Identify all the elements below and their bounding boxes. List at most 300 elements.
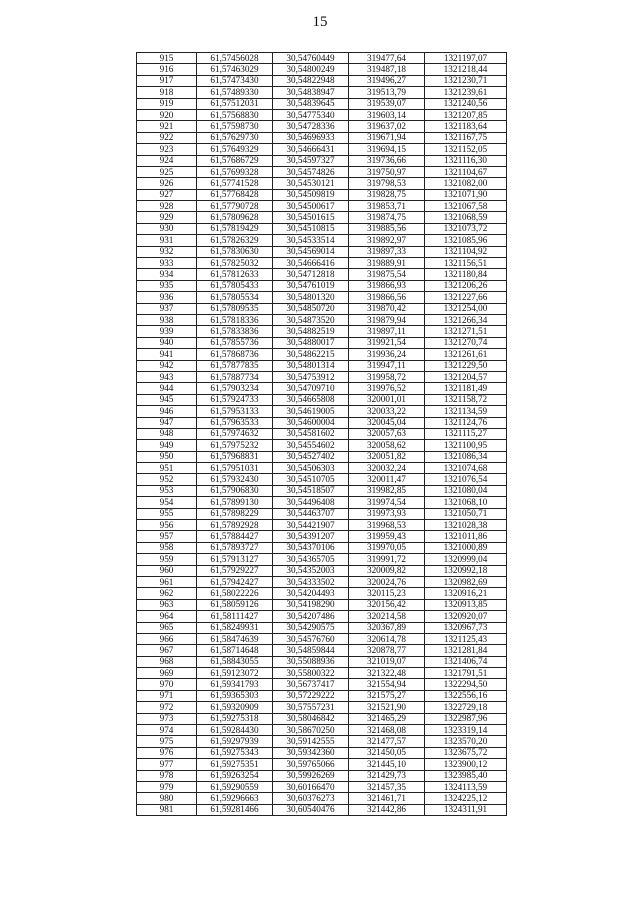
- y-coordinate-cell: 1321181,49: [425, 383, 507, 394]
- x-coordinate-cell: 319866,93: [349, 280, 425, 291]
- table-row: [137, 303, 507, 314]
- longitude-cell: 30,54370106: [273, 542, 349, 553]
- table-row: [137, 485, 507, 496]
- point-number-cell: 961: [137, 576, 197, 587]
- longitude-cell: 30,57229222: [273, 690, 349, 701]
- point-number-cell: 955: [137, 508, 197, 519]
- point-number-cell: 967: [137, 645, 197, 656]
- y-coordinate-cell: 1321204,57: [425, 371, 507, 382]
- x-coordinate-cell: 320057,63: [349, 428, 425, 439]
- longitude-cell: 30,59142555: [273, 736, 349, 747]
- x-coordinate-cell: 319959,43: [349, 531, 425, 542]
- longitude-cell: 30,54712818: [273, 269, 349, 280]
- longitude-cell: 30,54581602: [273, 428, 349, 439]
- table-row: [137, 53, 507, 64]
- point-number-cell: 953: [137, 485, 197, 496]
- y-coordinate-cell: 1322556,16: [425, 690, 507, 701]
- x-coordinate-cell: 321445,10: [349, 759, 425, 770]
- table-row: [137, 679, 507, 690]
- x-coordinate-cell: 319970,05: [349, 542, 425, 553]
- point-number-cell: 963: [137, 599, 197, 610]
- point-number-cell: 966: [137, 633, 197, 644]
- y-coordinate-cell: 1321239,61: [425, 87, 507, 98]
- point-number-cell: 924: [137, 155, 197, 166]
- table-row: [137, 565, 507, 576]
- x-coordinate-cell: 319897,11: [349, 326, 425, 337]
- x-coordinate-cell: 319496,27: [349, 75, 425, 86]
- table-row: [137, 292, 507, 303]
- longitude-cell: 30,54574826: [273, 166, 349, 177]
- point-number-cell: 926: [137, 178, 197, 189]
- latitude-cell: 61,58022226: [197, 588, 273, 599]
- point-number-cell: 937: [137, 303, 197, 314]
- y-coordinate-cell: 1321073,72: [425, 223, 507, 234]
- y-coordinate-cell: 1321207,85: [425, 109, 507, 120]
- longitude-cell: 30,54850720: [273, 303, 349, 314]
- latitude-cell: 61,58714648: [197, 645, 273, 656]
- x-coordinate-cell: 321468,08: [349, 725, 425, 736]
- point-number-cell: 980: [137, 793, 197, 804]
- x-coordinate-cell: 319870,42: [349, 303, 425, 314]
- point-number-cell: 975: [137, 736, 197, 747]
- point-number-cell: 960: [137, 565, 197, 576]
- table-row: [137, 782, 507, 793]
- y-coordinate-cell: 1323675,72: [425, 747, 507, 758]
- x-coordinate-cell: 319798,53: [349, 178, 425, 189]
- x-coordinate-cell: 319885,56: [349, 223, 425, 234]
- longitude-cell: 30,54391207: [273, 531, 349, 542]
- longitude-cell: 30,54198290: [273, 599, 349, 610]
- table-row: [137, 212, 507, 223]
- longitude-cell: 30,54862215: [273, 349, 349, 360]
- longitude-cell: 30,57557231: [273, 702, 349, 713]
- y-coordinate-cell: 1323319,14: [425, 725, 507, 736]
- table-row: [137, 713, 507, 724]
- point-number-cell: 945: [137, 394, 197, 405]
- x-coordinate-cell: 320115,23: [349, 588, 425, 599]
- longitude-cell: 30,54666416: [273, 258, 349, 269]
- x-coordinate-cell: 321461,71: [349, 793, 425, 804]
- longitude-cell: 30,54290575: [273, 622, 349, 633]
- table-row: [137, 121, 507, 132]
- point-number-cell: 949: [137, 440, 197, 451]
- point-number-cell: 978: [137, 770, 197, 781]
- table-row: [137, 463, 507, 474]
- x-coordinate-cell: 320878,77: [349, 645, 425, 656]
- latitude-cell: 61,57899130: [197, 497, 273, 508]
- point-number-cell: 970: [137, 679, 197, 690]
- y-coordinate-cell: 1321050,71: [425, 508, 507, 519]
- table-row: [137, 109, 507, 120]
- table-row: [137, 178, 507, 189]
- longitude-cell: 30,54576760: [273, 633, 349, 644]
- y-coordinate-cell: 1321240,56: [425, 98, 507, 109]
- latitude-cell: 61,59275351: [197, 759, 273, 770]
- y-coordinate-cell: 1321227,66: [425, 292, 507, 303]
- y-coordinate-cell: 1321104,67: [425, 166, 507, 177]
- y-coordinate-cell: 1320916,21: [425, 588, 507, 599]
- table-row: [137, 520, 507, 531]
- table-row: [137, 314, 507, 325]
- latitude-cell: 61,57805534: [197, 292, 273, 303]
- y-coordinate-cell: 1321229,50: [425, 360, 507, 371]
- table-row: [137, 497, 507, 508]
- point-number-cell: 974: [137, 725, 197, 736]
- x-coordinate-cell: 319637,02: [349, 121, 425, 132]
- x-coordinate-cell: 319603,14: [349, 109, 425, 120]
- x-coordinate-cell: 321450,05: [349, 747, 425, 758]
- y-coordinate-cell: 1321270,74: [425, 337, 507, 348]
- latitude-cell: 61,57855736: [197, 337, 273, 348]
- point-number-cell: 927: [137, 189, 197, 200]
- latitude-cell: 61,57830630: [197, 246, 273, 257]
- latitude-cell: 61,57953133: [197, 406, 273, 417]
- x-coordinate-cell: 319936,24: [349, 349, 425, 360]
- point-number-cell: 939: [137, 326, 197, 337]
- table-row: [137, 201, 507, 212]
- longitude-cell: 30,54665808: [273, 394, 349, 405]
- latitude-cell: 61,57884427: [197, 531, 273, 542]
- point-number-cell: 972: [137, 702, 197, 713]
- table-row: [137, 144, 507, 155]
- latitude-cell: 61,59320909: [197, 702, 273, 713]
- latitude-cell: 61,57629730: [197, 132, 273, 143]
- x-coordinate-cell: 319921,54: [349, 337, 425, 348]
- y-coordinate-cell: 1321082,00: [425, 178, 507, 189]
- latitude-cell: 61,59281466: [197, 804, 273, 815]
- longitude-cell: 30,54760449: [273, 53, 349, 64]
- longitude-cell: 30,59765066: [273, 759, 349, 770]
- longitude-cell: 30,54880017: [273, 337, 349, 348]
- latitude-cell: 61,59284430: [197, 725, 273, 736]
- longitude-cell: 30,55800322: [273, 668, 349, 679]
- y-coordinate-cell: 1320967,73: [425, 622, 507, 633]
- y-coordinate-cell: 1321218,44: [425, 64, 507, 75]
- y-coordinate-cell: 1323570,20: [425, 736, 507, 747]
- page-number: 15: [312, 14, 328, 30]
- x-coordinate-cell: 321442,86: [349, 804, 425, 815]
- longitude-cell: 30,54839645: [273, 98, 349, 109]
- x-coordinate-cell: 321521,90: [349, 702, 425, 713]
- table-row: [137, 337, 507, 348]
- point-number-cell: 948: [137, 428, 197, 439]
- longitude-cell: 30,54696933: [273, 132, 349, 143]
- table-row: [137, 223, 507, 234]
- x-coordinate-cell: 320032,24: [349, 463, 425, 474]
- y-coordinate-cell: 1321206,26: [425, 280, 507, 291]
- latitude-cell: 61,57892928: [197, 520, 273, 531]
- point-number-cell: 947: [137, 417, 197, 428]
- point-number-cell: 941: [137, 349, 197, 360]
- point-number-cell: 933: [137, 258, 197, 269]
- latitude-cell: 61,57489330: [197, 87, 273, 98]
- x-coordinate-cell: 320614,78: [349, 633, 425, 644]
- longitude-cell: 30,60376273: [273, 793, 349, 804]
- table-row: [137, 371, 507, 382]
- table-row: [137, 326, 507, 337]
- table-row: [137, 576, 507, 587]
- y-coordinate-cell: 1321266,34: [425, 314, 507, 325]
- longitude-cell: 30,54510705: [273, 474, 349, 485]
- x-coordinate-cell: 320367,89: [349, 622, 425, 633]
- latitude-cell: 61,57456028: [197, 53, 273, 64]
- longitude-cell: 30,54510815: [273, 223, 349, 234]
- point-number-cell: 931: [137, 235, 197, 246]
- longitude-cell: 30,54463707: [273, 508, 349, 519]
- table-row: [137, 770, 507, 781]
- table-row: [137, 747, 507, 758]
- x-coordinate-cell: 320001,01: [349, 394, 425, 405]
- longitude-cell: 30,54666431: [273, 144, 349, 155]
- y-coordinate-cell: 1321791,51: [425, 668, 507, 679]
- table-row: [137, 394, 507, 405]
- table-row: [137, 645, 507, 656]
- x-coordinate-cell: 321322,48: [349, 668, 425, 679]
- point-number-cell: 971: [137, 690, 197, 701]
- table-row: [137, 132, 507, 143]
- latitude-cell: 61,59123072: [197, 668, 273, 679]
- y-coordinate-cell: 1321080,04: [425, 485, 507, 496]
- y-coordinate-cell: 1322729,18: [425, 702, 507, 713]
- x-coordinate-cell: 321019,07: [349, 656, 425, 667]
- latitude-cell: 61,57975232: [197, 440, 273, 451]
- latitude-cell: 61,57686729: [197, 155, 273, 166]
- table-row: [137, 474, 507, 485]
- x-coordinate-cell: 320051,82: [349, 451, 425, 462]
- point-number-cell: 944: [137, 383, 197, 394]
- latitude-cell: 61,59275343: [197, 747, 273, 758]
- y-coordinate-cell: 1320920,07: [425, 611, 507, 622]
- y-coordinate-cell: 1321156,51: [425, 258, 507, 269]
- y-coordinate-cell: 1321074,68: [425, 463, 507, 474]
- point-number-cell: 962: [137, 588, 197, 599]
- latitude-cell: 61,57833836: [197, 326, 273, 337]
- longitude-cell: 30,54533514: [273, 235, 349, 246]
- latitude-cell: 61,58111427: [197, 611, 273, 622]
- latitude-cell: 61,57924733: [197, 394, 273, 405]
- latitude-cell: 61,59297939: [197, 736, 273, 747]
- table-row: [137, 269, 507, 280]
- y-coordinate-cell: 1321125,43: [425, 633, 507, 644]
- x-coordinate-cell: 319982,85: [349, 485, 425, 496]
- table-row: [137, 588, 507, 599]
- point-number-cell: 929: [137, 212, 197, 223]
- x-coordinate-cell: 319828,75: [349, 189, 425, 200]
- table-row: [137, 736, 507, 747]
- x-coordinate-cell: 321575,27: [349, 690, 425, 701]
- longitude-cell: 30,54527402: [273, 451, 349, 462]
- longitude-cell: 30,55088936: [273, 656, 349, 667]
- y-coordinate-cell: 1320982,69: [425, 576, 507, 587]
- x-coordinate-cell: 319892,97: [349, 235, 425, 246]
- y-coordinate-cell: 1321158,72: [425, 394, 507, 405]
- point-number-cell: 942: [137, 360, 197, 371]
- longitude-cell: 30,54554602: [273, 440, 349, 451]
- latitude-cell: 61,57877835: [197, 360, 273, 371]
- table-row: [137, 725, 507, 736]
- longitude-cell: 30,54619005: [273, 406, 349, 417]
- x-coordinate-cell: 319958,72: [349, 371, 425, 382]
- table-row: [137, 246, 507, 257]
- y-coordinate-cell: 1321071,90: [425, 189, 507, 200]
- x-coordinate-cell: 319750,97: [349, 166, 425, 177]
- y-coordinate-cell: 1320992,18: [425, 565, 507, 576]
- point-number-cell: 968: [137, 656, 197, 667]
- table-row: [137, 622, 507, 633]
- table-row: [137, 668, 507, 679]
- point-number-cell: 935: [137, 280, 197, 291]
- x-coordinate-cell: 320024,76: [349, 576, 425, 587]
- latitude-cell: 61,57741528: [197, 178, 273, 189]
- point-number-cell: 946: [137, 406, 197, 417]
- x-coordinate-cell: 319539,07: [349, 98, 425, 109]
- y-coordinate-cell: 1324113,59: [425, 782, 507, 793]
- point-number-cell: 965: [137, 622, 197, 633]
- latitude-cell: 61,57463029: [197, 64, 273, 75]
- point-number-cell: 936: [137, 292, 197, 303]
- x-coordinate-cell: 320045,04: [349, 417, 425, 428]
- latitude-cell: 61,57812633: [197, 269, 273, 280]
- point-number-cell: 969: [137, 668, 197, 679]
- longitude-cell: 30,54569014: [273, 246, 349, 257]
- table-row: [137, 554, 507, 565]
- y-coordinate-cell: 1321076,54: [425, 474, 507, 485]
- point-number-cell: 915: [137, 53, 197, 64]
- longitude-cell: 30,54873520: [273, 314, 349, 325]
- longitude-cell: 30,54421907: [273, 520, 349, 531]
- y-coordinate-cell: 1321000,89: [425, 542, 507, 553]
- point-number-cell: 940: [137, 337, 197, 348]
- x-coordinate-cell: 321465,29: [349, 713, 425, 724]
- table-row: [137, 406, 507, 417]
- longitude-cell: 30,54501615: [273, 212, 349, 223]
- longitude-cell: 30,54530121: [273, 178, 349, 189]
- x-coordinate-cell: 320033,22: [349, 406, 425, 417]
- point-number-cell: 973: [137, 713, 197, 724]
- y-coordinate-cell: 1321116,30: [425, 155, 507, 166]
- y-coordinate-cell: 1323985,40: [425, 770, 507, 781]
- table-row: [137, 417, 507, 428]
- y-coordinate-cell: 1321085,96: [425, 235, 507, 246]
- y-coordinate-cell: 1321180,84: [425, 269, 507, 280]
- longitude-cell: 30,60540476: [273, 804, 349, 815]
- latitude-cell: 61,57512031: [197, 98, 273, 109]
- y-coordinate-cell: 1321254,00: [425, 303, 507, 314]
- table-row: [137, 360, 507, 371]
- longitude-cell: 30,54597327: [273, 155, 349, 166]
- point-number-cell: 956: [137, 520, 197, 531]
- y-coordinate-cell: 1324225,12: [425, 793, 507, 804]
- table-row: [137, 508, 507, 519]
- latitude-cell: 61,57809628: [197, 212, 273, 223]
- y-coordinate-cell: 1321261,61: [425, 349, 507, 360]
- latitude-cell: 61,59365303: [197, 690, 273, 701]
- y-coordinate-cell: 1321406,74: [425, 656, 507, 667]
- point-number-cell: 952: [137, 474, 197, 485]
- y-coordinate-cell: 1321068,10: [425, 497, 507, 508]
- longitude-cell: 30,58670250: [273, 725, 349, 736]
- point-number-cell: 917: [137, 75, 197, 86]
- latitude-cell: 61,57898229: [197, 508, 273, 519]
- point-number-cell: 964: [137, 611, 197, 622]
- longitude-cell: 30,54518507: [273, 485, 349, 496]
- point-number-cell: 977: [137, 759, 197, 770]
- x-coordinate-cell: 320009,82: [349, 565, 425, 576]
- table-row: [137, 166, 507, 177]
- x-coordinate-cell: 319968,53: [349, 520, 425, 531]
- latitude-cell: 61,57968831: [197, 451, 273, 462]
- longitude-cell: 30,54709710: [273, 383, 349, 394]
- point-number-cell: 934: [137, 269, 197, 280]
- table-row: [137, 793, 507, 804]
- x-coordinate-cell: 319477,64: [349, 53, 425, 64]
- longitude-cell: 30,54822948: [273, 75, 349, 86]
- x-coordinate-cell: 321477,57: [349, 736, 425, 747]
- longitude-cell: 30,58046842: [273, 713, 349, 724]
- latitude-cell: 61,57809535: [197, 303, 273, 314]
- point-number-cell: 951: [137, 463, 197, 474]
- table-row: [137, 702, 507, 713]
- latitude-cell: 61,57598730: [197, 121, 273, 132]
- point-number-cell: 979: [137, 782, 197, 793]
- latitude-cell: 61,57942427: [197, 576, 273, 587]
- y-coordinate-cell: 1321115,27: [425, 428, 507, 439]
- point-number-cell: 920: [137, 109, 197, 120]
- longitude-cell: 30,54352003: [273, 565, 349, 576]
- point-number-cell: 930: [137, 223, 197, 234]
- point-number-cell: 932: [137, 246, 197, 257]
- x-coordinate-cell: 319974,54: [349, 497, 425, 508]
- x-coordinate-cell: 319889,91: [349, 258, 425, 269]
- longitude-cell: 30,54207486: [273, 611, 349, 622]
- point-number-cell: 950: [137, 451, 197, 462]
- latitude-cell: 61,57913127: [197, 554, 273, 565]
- table-row: [137, 451, 507, 462]
- longitude-cell: 30,54761019: [273, 280, 349, 291]
- y-coordinate-cell: 1320913,85: [425, 599, 507, 610]
- y-coordinate-cell: 1321152,05: [425, 144, 507, 155]
- latitude-cell: 61,57887734: [197, 371, 273, 382]
- y-coordinate-cell: 1324311,91: [425, 804, 507, 815]
- latitude-cell: 61,57974632: [197, 428, 273, 439]
- table-row: [137, 531, 507, 542]
- latitude-cell: 61,57818336: [197, 314, 273, 325]
- latitude-cell: 61,57929227: [197, 565, 273, 576]
- table-row: [137, 87, 507, 98]
- longitude-cell: 30,54509819: [273, 189, 349, 200]
- point-number-cell: 918: [137, 87, 197, 98]
- latitude-cell: 61,57951031: [197, 463, 273, 474]
- table-row: [137, 383, 507, 394]
- longitude-cell: 30,54800249: [273, 64, 349, 75]
- longitude-cell: 30,54882519: [273, 326, 349, 337]
- table-row: [137, 656, 507, 667]
- point-number-cell: 922: [137, 132, 197, 143]
- longitude-cell: 30,54753912: [273, 371, 349, 382]
- x-coordinate-cell: 319879,94: [349, 314, 425, 325]
- x-coordinate-cell: 319866,56: [349, 292, 425, 303]
- point-number-cell: 959: [137, 554, 197, 565]
- longitude-cell: 30,54204493: [273, 588, 349, 599]
- y-coordinate-cell: 1321271,51: [425, 326, 507, 337]
- table-row: [137, 349, 507, 360]
- x-coordinate-cell: 319736,66: [349, 155, 425, 166]
- point-number-cell: 954: [137, 497, 197, 508]
- longitude-cell: 30,54838947: [273, 87, 349, 98]
- longitude-cell: 30,54801314: [273, 360, 349, 371]
- longitude-cell: 30,54365705: [273, 554, 349, 565]
- x-coordinate-cell: 319487,18: [349, 64, 425, 75]
